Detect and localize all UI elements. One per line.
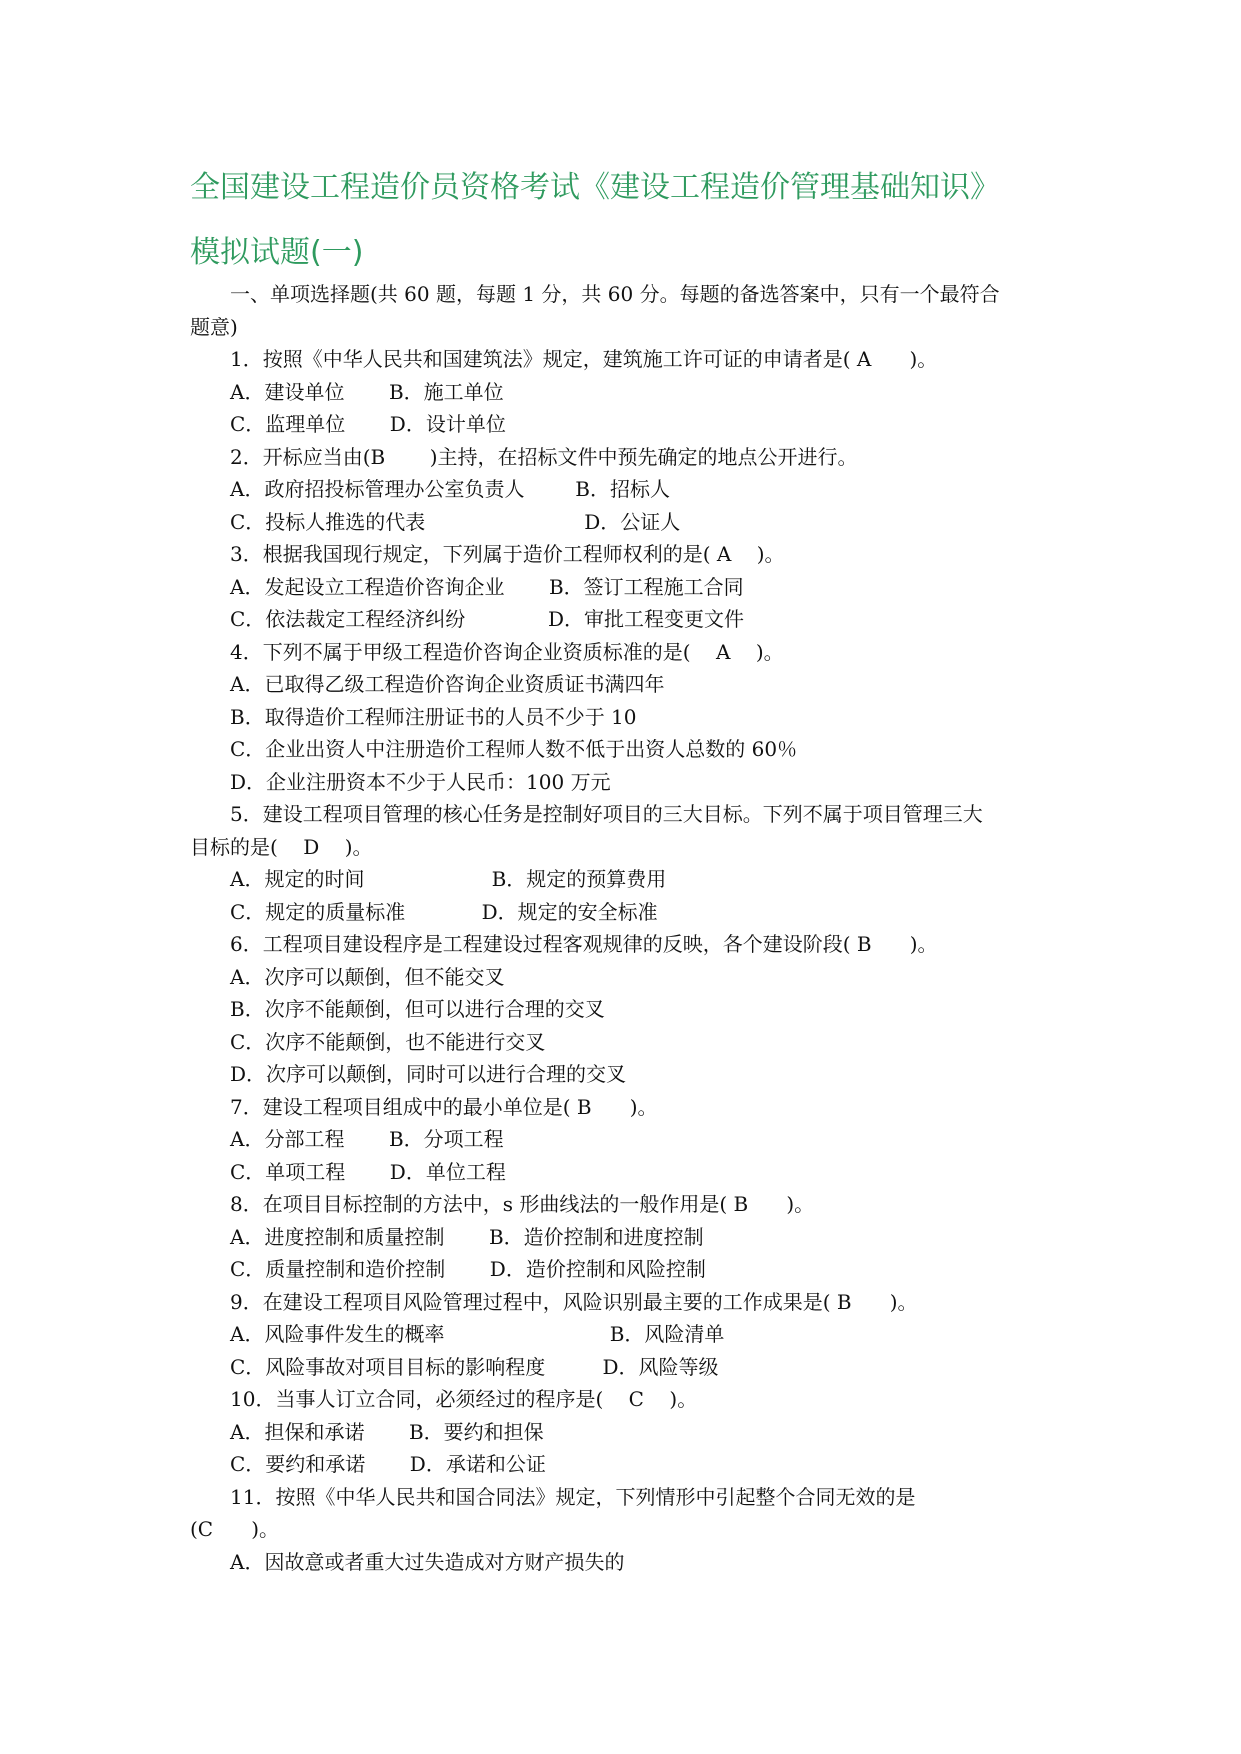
- text-line: C．要约和承诺 D．承诺和公证: [230, 1452, 546, 1476]
- text-line: 11．按照《中华人民共和国合同法》规定，下列情形中引起整个合同无效的是: [230, 1484, 916, 1509]
- text-line: 7．建设工程项目组成中的最小单位是( B )。: [230, 1094, 658, 1119]
- text-line: C．风险事故对项目目标的影响程度 D．风险等级: [230, 1354, 719, 1379]
- text-line: A．政府招投标管理办公室负责人 B．招标人: [230, 477, 670, 501]
- text-line: A．发起设立工程造价咨询企业 B．签订工程施工合同: [230, 574, 744, 599]
- text-line: 4．下列不属于甲级工程造价咨询企业资质标准的是( A )。: [230, 639, 784, 664]
- page-subtitle: 模拟试题(一): [190, 235, 364, 270]
- text-line: C．次序不能颠倒，也不能进行交叉: [230, 1029, 546, 1054]
- text-line: 3．根据我国现行规定，下列属于造价工程师权利的是( A )。: [230, 542, 785, 566]
- text-line: B．次序不能颠倒，但可以进行合理的交叉: [230, 997, 605, 1021]
- text-line: (C )。: [190, 1517, 280, 1541]
- text-line: 一、单项选择题(共 60 题，每题 1 分，共 60 分。每题的备选答案中，只有一个最符合: [230, 282, 1000, 306]
- text-line: 题意): [190, 314, 238, 339]
- text-line: A．次序可以颠倒，但不能交叉: [230, 964, 505, 989]
- text-line: 9．在建设工程项目风险管理过程中，风险识别最主要的工作成果是( B )。: [230, 1289, 918, 1314]
- text-line: D．次序可以颠倒，同时可以进行合理的交叉: [230, 1062, 627, 1086]
- question-body: [190, 278, 1060, 1578]
- text-line: A．建设单位 B．施工单位: [230, 379, 504, 404]
- text-line: D．企业注册资本不少于人民币：100 万元: [230, 769, 611, 794]
- text-line: A．风险事件发生的概率 B．风险清单: [230, 1322, 725, 1346]
- text-line: C．投标人推选的代表 D．公证人: [230, 509, 681, 534]
- text-line: A．进度控制和质量控制 B．造价控制和进度控制: [230, 1224, 704, 1249]
- text-line: C．质量控制和造价控制 D．造价控制和风险控制: [230, 1257, 706, 1281]
- page-title: 全国建设工程造价员资格考试《建设工程造价管理基础知识》: [190, 170, 1000, 205]
- text-line: 8．在项目目标控制的方法中，s 形曲线法的一般作用是( B )。: [230, 1192, 815, 1216]
- text-line: C．监理单位 D．设计单位: [230, 412, 506, 436]
- text-line: A．担保和承诺 B．要约和担保: [230, 1419, 544, 1444]
- text-line: C．依法裁定工程经济纠纷 D．审批工程变更文件: [230, 607, 744, 631]
- text-line: B．取得造价工程师注册证书的人员不少于 10: [230, 704, 637, 729]
- text-line: 2．开标应当由(B )主持，在招标文件中预先确定的地点公开进行。: [230, 444, 858, 469]
- text-line: C．单项工程 D．单位工程: [230, 1159, 506, 1184]
- text-line: 5．建设工程项目管理的核心任务是控制好项目的三大目标。下列不属于项目管理三大: [230, 802, 983, 826]
- text-line: 10．当事人订立合同，必须经过的程序是( C )。: [230, 1387, 698, 1411]
- text-line: 6．工程项目建设程序是工程建设过程客观规律的反映，各个建设阶段( B )。: [230, 932, 938, 956]
- text-line: A．因故意或者重大过失造成对方财产损失的: [230, 1549, 625, 1574]
- text-line: 目标的是( D )。: [190, 834, 373, 859]
- text-line: A．已取得乙级工程造价咨询企业资质证书满四年: [230, 672, 665, 696]
- text-line: A．规定的时间 B．规定的预算费用: [230, 867, 667, 891]
- text-line: 1．按照《中华人民共和国建筑法》规定，建筑施工许可证的申请者是( A )。: [230, 347, 938, 371]
- text-line: A．分部工程 B．分项工程: [230, 1127, 504, 1151]
- text-line: C．规定的质量标准 D．规定的安全标准: [230, 899, 658, 924]
- text-line: C．企业出资人中注册造价工程师人数不低于出资人总数的 60％: [230, 737, 798, 761]
